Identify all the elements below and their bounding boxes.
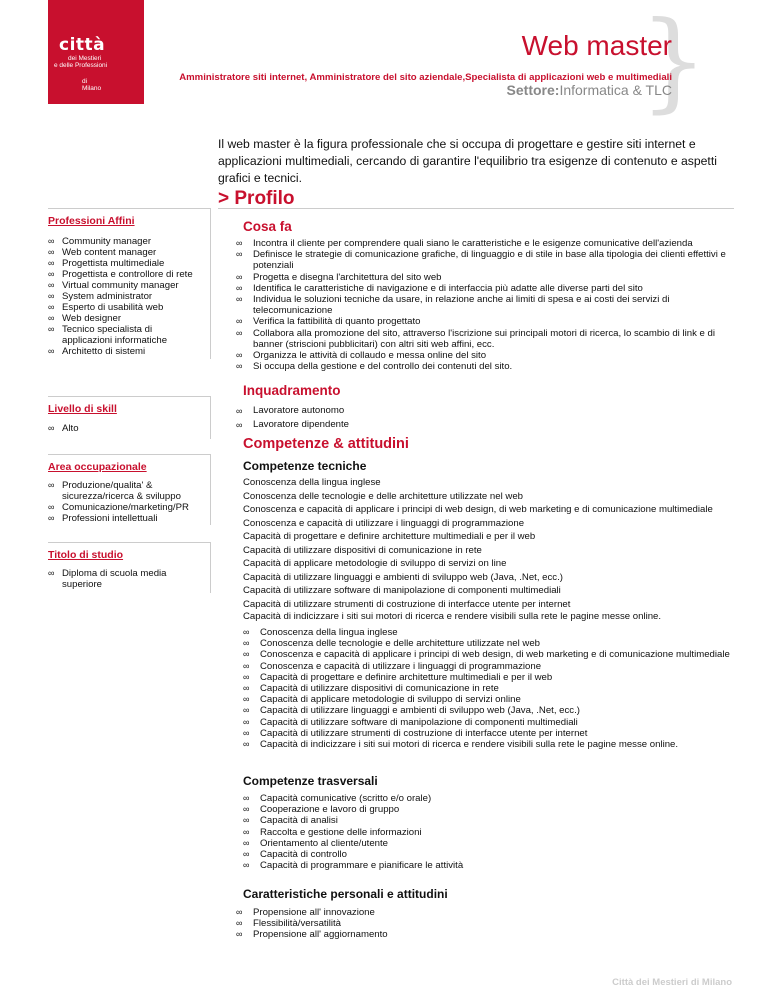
list-item: ∞ Orientamento al cliente/utente — [243, 838, 743, 849]
logo-line1: città — [59, 35, 106, 55]
list-item: ∞ Lavoratore dipendente — [236, 418, 736, 432]
cosa-fa-list — [236, 238, 736, 372]
footer-text: Città dei Mestieri di Milano — [612, 977, 732, 988]
list-item: Conoscenza delle tecnologie e delle architetture utilizzate nel web — [243, 490, 523, 502]
list-item: ∞ Capacità di utilizzare strumenti di costruzione di interfacce utente per internet — [243, 728, 743, 739]
settore — [507, 82, 672, 98]
trasversali-list — [243, 793, 743, 871]
list-item: ∞ Community manager — [48, 236, 210, 247]
professioni-list — [48, 236, 210, 357]
list-item: ∞ Propensione all' aggiornamento — [236, 929, 736, 940]
list-item: ∞ Conoscenza delle tecnologie e delle architetture utilizzate nel web — [243, 638, 743, 649]
list-item: ∞ Virtual community manager — [48, 280, 210, 291]
logo-line2: dei Mestieri e delle Professioni — [54, 55, 108, 69]
list-item: ∞ Si occupa della gestione e del controllo dei contenuti del sito. — [236, 361, 736, 372]
list-item: ∞ Web designer — [48, 313, 210, 324]
list-item: ∞ Tecnico specialista di applicazioni informatiche — [48, 324, 182, 346]
list-item: ∞ Diploma di scuola media superiore — [48, 568, 182, 590]
list-item: Capacità di utilizzare linguaggi e ambienti di sviluppo web (Java, .Net, ecc.) — [243, 571, 563, 583]
list-item: Capacità di applicare metodologie di sviluppo di servizi on line — [243, 558, 507, 569]
titolo-list — [48, 568, 210, 590]
list-item: ∞ Conoscenza e capacità di utilizzare i linguaggi di programmazione — [243, 661, 743, 672]
list-item: ∞ Capacità di applicare metodologie di sviluppo di servizi online — [243, 694, 743, 705]
list-item: Capacità di utilizzare strumenti di costruzione di interfacce utente per internet — [243, 598, 571, 610]
list-item: ∞ Esperto di usabilità web — [48, 302, 210, 313]
area-title: Area occupazionale — [48, 461, 147, 473]
skill-box — [48, 396, 211, 439]
logo — [48, 0, 144, 104]
professioni-title: Professioni Affini — [48, 215, 135, 227]
list-item: ∞ Lavoratore autonomo — [236, 404, 736, 418]
inquadramento-heading: Inquadramento — [243, 383, 341, 398]
list-item: ∞ Comunicazione/marketing/PR — [48, 502, 210, 513]
tecniche-bullet-list — [243, 627, 743, 750]
list-item: ∞ Conoscenza e capacità di applicare i principi di web design, di web marketing e di comunicazione multimediale — [243, 649, 743, 660]
personali-heading: Caratteristiche personali e attitudini — [243, 887, 448, 901]
competenze-heading: Competenze & attitudini — [243, 436, 409, 452]
list-item: ∞ Cooperazione e lavoro di gruppo — [243, 804, 743, 815]
profilo-divider — [218, 208, 734, 209]
logo-line3: di Milano — [82, 78, 102, 92]
list-item: Capacità di utilizzare dispositivi di comunicazione in rete — [243, 544, 482, 556]
professioni-box — [48, 208, 211, 359]
list-item: ∞ Professioni intellettuali — [48, 513, 210, 524]
list-item: ∞ Capacità di analisi — [243, 815, 743, 826]
list-item: ∞ Organizza le attività di collaudo e messa online del sito — [236, 350, 736, 361]
list-item: ∞ Capacità di programmare e pianificare le attività — [243, 860, 743, 871]
list-item: Conoscenza e capacità di applicare i principi di web design, di web marketing e di comunicazione multimediale — [243, 504, 713, 515]
list-item: ∞ Propensione all' innovazione — [236, 907, 736, 918]
titolo-title: Titolo di studio — [48, 549, 124, 561]
list-item: ∞ Progettista multimediale — [48, 258, 210, 269]
list-item: ∞ Capacità comunicative (scritto e/o orale) — [243, 793, 743, 804]
skill-list — [48, 423, 210, 434]
list-item: ∞ Incontra il cliente per comprendere quali siano le caratteristiche e le esigenze comunicative dell'azienda — [236, 238, 736, 249]
list-item: ∞ Conoscenza della lingua inglese — [243, 627, 743, 638]
list-item: Conoscenza della lingua inglese — [243, 477, 381, 488]
skill-title: Livello di skill — [48, 403, 117, 415]
brace-decoration: } — [639, 0, 708, 124]
list-item: ∞ Capacità di progettare e definire architetture multimediali e per il web — [243, 672, 743, 683]
page-title: Web master — [521, 30, 672, 61]
list-item: ∞ Produzione/qualita' & sicurezza/ricerca & sviluppo — [48, 480, 182, 502]
list-item: Capacità di utilizzare software di manipolazione di componenti multimediali — [243, 585, 561, 596]
page-subtitle: Amministratore siti internet, Amministratore del sito aziendale,Specialista di applicazioni web e multimediali — [179, 72, 672, 83]
titolo-box — [48, 542, 211, 593]
trasversali-heading: Competenze trasversali — [243, 774, 378, 788]
list-item: ∞ Verifica la fattibilità di quanto progettato — [236, 316, 736, 327]
list-item: Conoscenza e capacità di utilizzare i linguaggi di programmazione — [243, 517, 525, 529]
settore-value: Informatica & TLC — [559, 82, 672, 98]
list-item: ∞ System administrator — [48, 291, 210, 302]
list-item: ∞ Definisce le strategie di comunicazione grafiche, di linguaggio e di stile in base alla tipologia dei clienti effettivi e potenziali — [236, 249, 736, 271]
inquadramento-list — [236, 404, 736, 432]
tecniche-heading: Competenze tecniche — [243, 459, 367, 473]
list-item: ∞ Capacità di controllo — [243, 849, 743, 860]
list-item: Capacità di indicizzare i siti sui motori di ricerca e rendere visibili sulla rete le pagine messe online. — [243, 611, 662, 622]
personali-list — [236, 907, 736, 941]
list-item: ∞ Individua le soluzioni tecniche da usare, in relazione anche ai limiti di spesa e ai costi dei servizi di telecomunicazione — [236, 294, 736, 316]
list-item: ∞ Flessibilità/versatilità — [236, 918, 736, 929]
list-item: ∞ Capacità di utilizzare linguaggi e ambienti di sviluppo web (Java, .Net, ecc.) — [243, 705, 743, 716]
area-box — [48, 454, 211, 525]
area-list — [48, 480, 210, 524]
settore-label: Settore: — [506, 82, 560, 98]
list-item: ∞ Alto — [48, 423, 210, 434]
list-item: ∞ Identifica le caratteristiche di navigazione e di interfaccia più adatte alle diverse parti del sito — [236, 283, 736, 294]
list-item: ∞ Collabora alla promozione del sito, attraverso l'iscrizione sui principali motori di ricerca, lo scambio di link e di banner (striscioni pubblicitari) con altri siti web affini, ecc. — [236, 328, 736, 350]
list-item: ∞ Progettista e controllore di rete — [48, 269, 210, 280]
list-item: ∞ Raccolta e gestione delle informazioni — [243, 827, 743, 838]
list-item: ∞ Capacità di indicizzare i siti sui motori di ricerca e rendere visibili sulla rete le pagine messe online. — [243, 739, 743, 750]
profilo-heading: > Profilo — [218, 188, 295, 209]
list-item: Capacità di progettare e definire architetture multimediali e per il web — [243, 531, 536, 542]
list-item: ∞ Web content manager — [48, 247, 210, 258]
intro-text: Il web master è la figura professionale che si occupa di progettare e gestire siti internet e applicazioni multimediali, cercando di garantire l'equilibrio tra esigenze di contenuto e aspetti grafici e tecnici. — [218, 137, 717, 185]
list-item: ∞ Progetta e disegna l'architettura del sito web — [236, 272, 736, 283]
list-item: ∞ Architetto di sistemi — [48, 346, 210, 357]
list-item: ∞ Capacità di utilizzare software di manipolazione di componenti multimediali — [243, 717, 743, 728]
cosa-fa-heading: Cosa fa — [243, 219, 292, 234]
tecniche-plain-list — [243, 476, 743, 622]
list-item: ∞ Capacità di utilizzare dispositivi di comunicazione in rete — [243, 683, 743, 694]
